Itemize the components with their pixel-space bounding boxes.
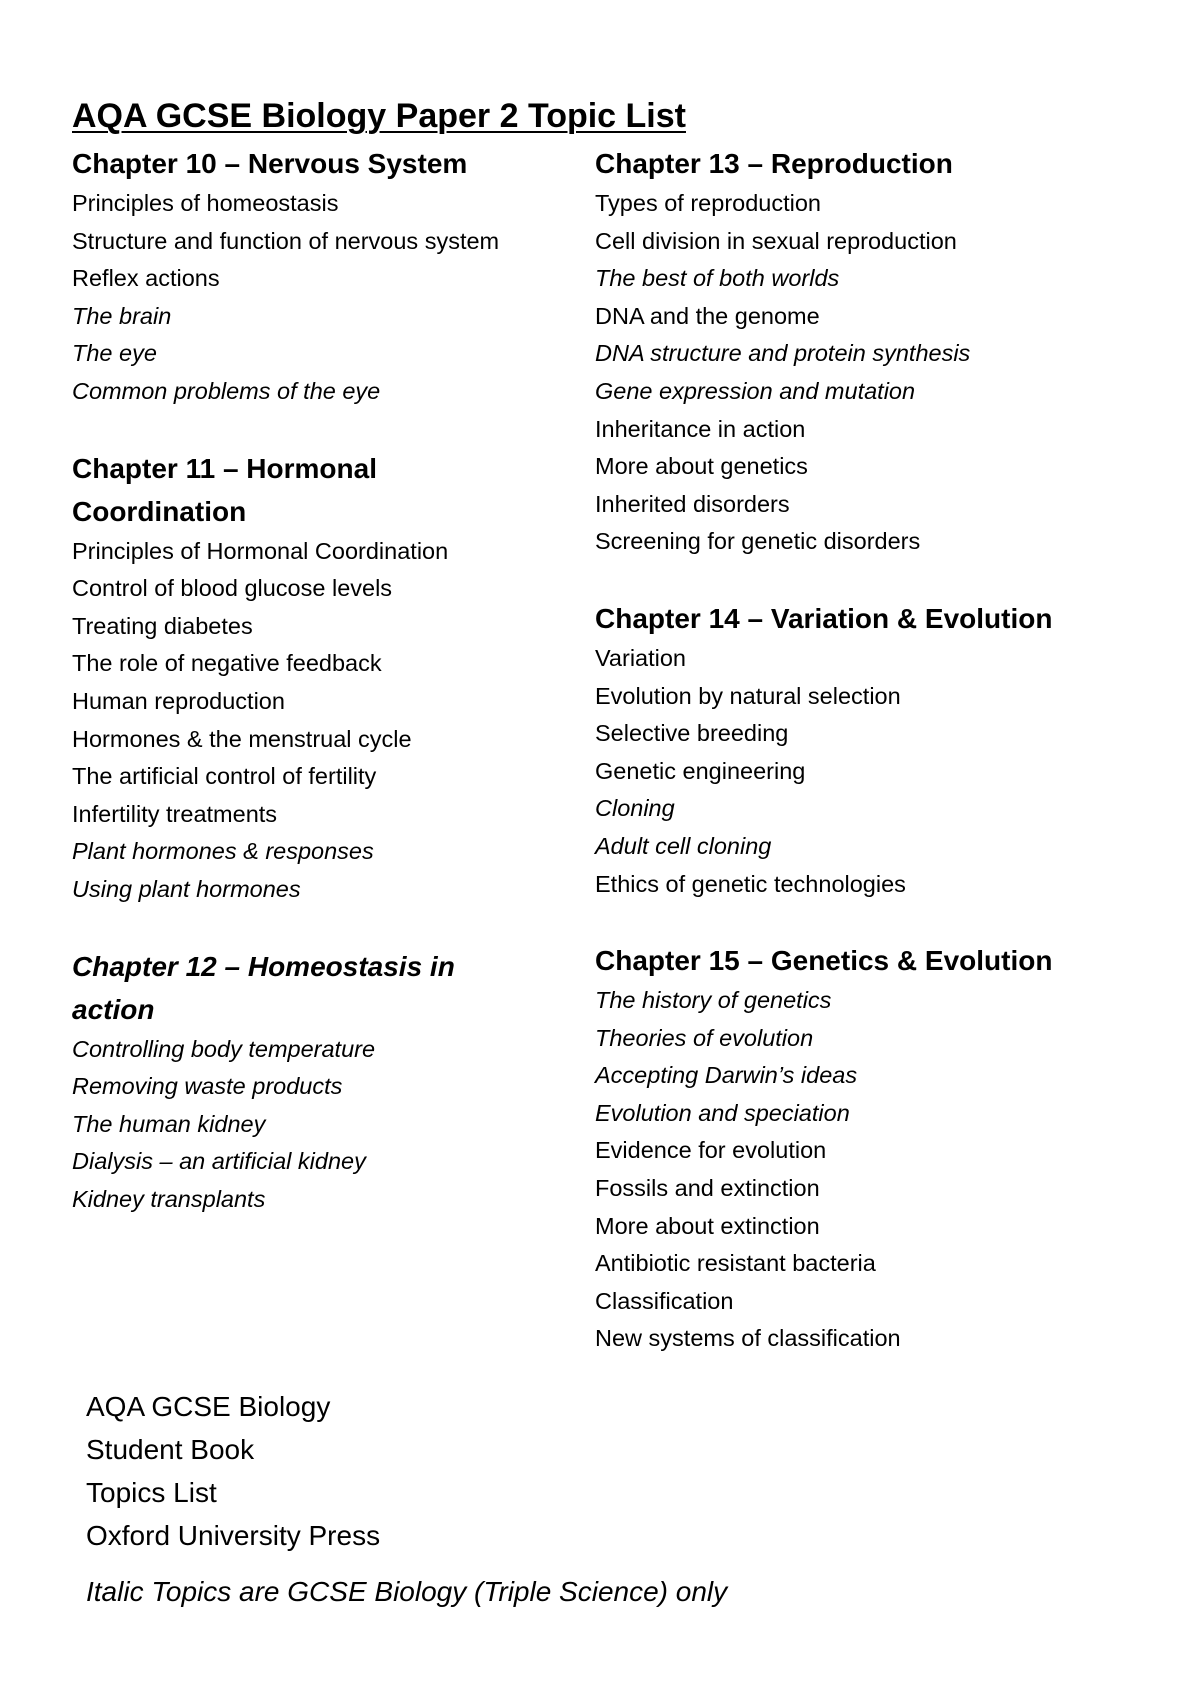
- topic-item: Using plant hormones: [72, 875, 301, 902]
- topic-item: Plant hormones & responses: [72, 838, 374, 865]
- topic-item: Infertility treatments: [72, 800, 278, 827]
- page-title: AQA GCSE Biology Paper 2 Topic List: [72, 96, 686, 135]
- chapter-10: [72, 142, 542, 411]
- topic-item: Theories of evolution: [595, 1024, 814, 1051]
- topic-item: Common problems of the eye: [72, 377, 381, 404]
- topic-item: Screening for genetic disorders: [595, 528, 921, 555]
- topic-item: Genetic engineering: [595, 757, 806, 784]
- chapter-heading: Chapter 13 – Reproduction: [595, 148, 953, 179]
- credit-line: AQA GCSE Biology: [86, 1391, 331, 1422]
- topic-list: [72, 533, 542, 909]
- topic-item: DNA structure and protein synthesis: [595, 340, 971, 367]
- right-column: [595, 142, 1135, 1394]
- chapter-heading: Chapter 11 – Hormonal Coordination: [72, 452, 377, 527]
- chapter-12: [72, 945, 542, 1219]
- topic-item: Inherited disorders: [595, 490, 790, 517]
- topic-item: New systems of classification: [595, 1325, 901, 1352]
- topic-item: Principles of Hormonal Coordination: [72, 537, 449, 564]
- topic-item: Hormones & the menstrual cycle: [72, 725, 412, 752]
- topic-item: Adult cell cloning: [595, 832, 772, 859]
- topic-item: Selective breeding: [595, 720, 789, 747]
- topic-list: [595, 185, 1135, 561]
- book-credits: [86, 1385, 380, 1557]
- topic-item: Variation: [595, 644, 687, 671]
- topic-item: Controlling body temperature: [72, 1035, 376, 1062]
- topic-item: The brain: [72, 302, 172, 329]
- credit-line: Student Book: [86, 1434, 255, 1465]
- topic-list: [595, 640, 1135, 903]
- topic-item: Classification: [595, 1287, 734, 1314]
- topic-list: [595, 982, 1135, 1358]
- topic-item: The eye: [72, 340, 157, 367]
- topic-item: Cell division in sexual reproduction: [595, 227, 957, 254]
- topic-item: Gene expression and mutation: [595, 377, 916, 404]
- topic-item: Evidence for evolution: [595, 1137, 827, 1164]
- credit-line: Topics List: [86, 1477, 217, 1508]
- chapter-13: [595, 142, 1135, 561]
- topic-item: The role of negative feedback: [72, 650, 382, 677]
- topic-item: The history of genetics: [595, 987, 832, 1014]
- topic-item: Reflex actions: [72, 265, 220, 292]
- topic-item: The artificial control of fertility: [72, 763, 377, 790]
- topic-list: [72, 1031, 542, 1219]
- topic-item: Structure and function of nervous system: [72, 227, 500, 254]
- topic-item: Fossils and extinction: [595, 1175, 820, 1202]
- topic-item: Kidney transplants: [72, 1185, 266, 1212]
- topic-list: [72, 185, 542, 411]
- chapter-heading: Chapter 10 – Nervous System: [72, 148, 468, 179]
- topic-item: The best of both worlds: [595, 265, 840, 292]
- topic-item: More about genetics: [595, 453, 808, 480]
- topic-item: Dialysis – an artificial kidney: [72, 1148, 366, 1175]
- chapter-15: [595, 939, 1135, 1358]
- topic-item: Evolution by natural selection: [595, 682, 901, 709]
- topic-item: Antibiotic resistant bacteria: [595, 1250, 876, 1277]
- topic-item: Control of blood glucose levels: [72, 575, 393, 602]
- topic-item: DNA and the genome: [595, 302, 820, 329]
- topic-item: Human reproduction: [72, 687, 285, 714]
- chapter-11: [72, 447, 542, 909]
- topic-item: Treating diabetes: [72, 612, 253, 639]
- chapter-heading: Chapter 14 – Variation & Evolution: [595, 602, 1053, 634]
- topic-item: Removing waste products: [72, 1073, 343, 1100]
- topic-item: Cloning: [595, 795, 675, 822]
- topic-item: Inheritance in action: [595, 415, 806, 442]
- chapter-14: [595, 597, 1135, 903]
- left-column: [72, 142, 542, 1254]
- credit-line: Oxford University Press: [86, 1520, 381, 1551]
- topic-item: Types of reproduction: [595, 190, 821, 216]
- chapter-heading: Chapter 12 – Homeostasis in action: [72, 950, 455, 1025]
- topic-item: The human kidney: [72, 1110, 266, 1137]
- topic-item: Accepting Darwin’s ideas: [595, 1062, 858, 1089]
- topic-item: More about extinction: [595, 1212, 820, 1239]
- topic-item: Principles of homeostasis: [72, 190, 339, 216]
- topic-item: Ethics of genetic technologies: [595, 870, 906, 897]
- topic-item: Evolution and speciation: [595, 1099, 850, 1126]
- italic-topics-note: Italic Topics are GCSE Biology (Triple Science) only: [86, 1576, 728, 1607]
- chapter-heading: Chapter 15 – Genetics & Evolution: [595, 945, 1053, 977]
